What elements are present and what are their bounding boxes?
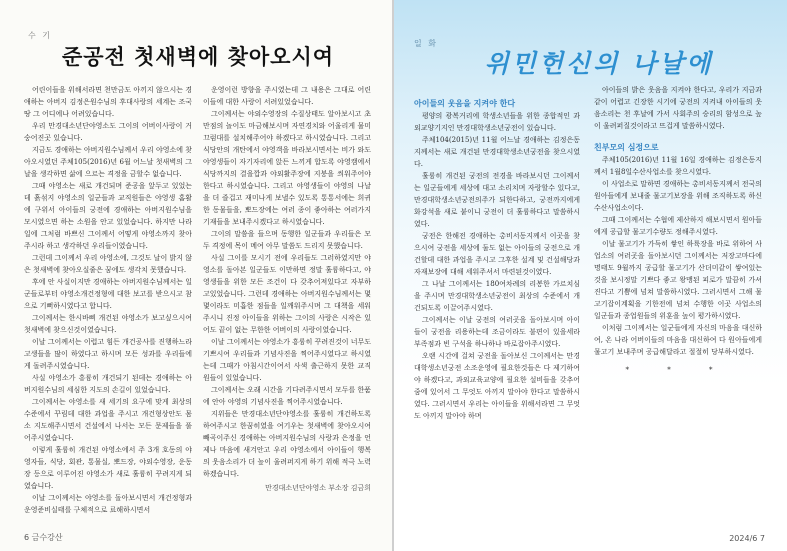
subheading: 아이들의 웃음을 지켜야 한다 [414, 99, 516, 108]
paragraph: 아이들의 밝은 웃음을 지켜야 한다고, 우리가 지금과 같이 어렵고 긴장한 시기에 궁전의 지켜내 아이들의 웃음소리는 천 후날에 가서 사회주의 승리의 함성으로 높이 울려퍼질것이라고 뜨겁게 말씀하시였다. [594, 86, 762, 130]
paragraph: 그이께서는 야영소를 새 세기의 요구에 맞게 최상의 수준에서 꾸림데 대한 과업을 주시고 개건형상안도 몸소 지도해주시면서 건설에서 나서는 모든 문제들을 풀어주시였습니다. [24, 398, 192, 442]
left-column-2 [203, 84, 371, 516]
page-footer: 2024/6 7 [729, 534, 765, 543]
paragraph: 평양의 광복거리에 학생소년들을 위한 종합적인 과외교양기지인 만경대학생소년궁전이 있습니다. [414, 112, 580, 132]
paragraph: 후에 안 사실이지만 경애하는 아버지원수님께서는 일군들로부터 야영소개건정형에 대한 보고를 받으시고 참으로 기뻐하시였다고 합니다. [24, 278, 192, 310]
paragraph: 훌륭히 개건된 궁전의 전경을 바라보시던 그이께서는 일군들에게 세상에 대고 소리치며 자랑할수 있다고, 만경대학생소년궁전의주가 되한다하고, 궁전까지에게 화강석을 새로 붙이니 궁전이 더 훌륭하다고 말씀하시였다. [414, 172, 580, 228]
paragraph: 그런데 그이께서 우리 야영소에, 그것도 날이 밝지 않은 첫새벽에 찾아오실줄은 꿈에도 생각치 못했습니다. [24, 254, 192, 274]
paragraph: 그이의 말씀을 들으며 동행한 일군들과 우리들은 모두 격정에 목이 메여 아무 말씀도 드리지 못했습니다. [203, 230, 371, 250]
paragraph: 이날 그이께서는 야영소가 흥륭히 꾸려진것이 너무도 기쁘시여 우리들과 기념사진을 찍어주시였다고 하시였는데 그때가 아침시간이여서 사색 출근하지 못한 교직원들이 있었습니다. [203, 338, 371, 382]
paragraph: 그때 그이께서는 수협에 제산하지 해보시면서 원아들에게 공급할 물고기수량도 정해주시였다. [594, 216, 762, 236]
article-title: 위민헌신의 나날에 [484, 49, 714, 78]
right-column-1 [414, 98, 580, 518]
left-column-1 [24, 84, 192, 516]
paragraph: 그이께서는 오래 시간을 기다려주시면서 모두를 한품에 안아 야영의 기념사진을 찍어주시였습니다. [203, 386, 371, 406]
paragraph: 지위들은 만경대소년단야영소를 훌륭히 개건하도록 하여주시고 한꿈히였을 여기우는 첫새벽에 찾아오시여 빼곡이주신 경애하는 아버지원수님의 사랑과 은정을 언제나 마음에 새겨안고 우리 야영소에서 아이들이 행복의 웃음소리가 더 높이 울려퍼지게 하기 위해 적극 노력하겠습니다. [203, 410, 371, 478]
paragraph: 그 나날 그이께서는 180여차례의 리봉한 가르치심을 주시며 만경대학생소년궁전이 최상의 수준에서 개건되도록 이끌어주시였다. [414, 280, 580, 312]
section-divider: * * * [625, 366, 731, 374]
section-kicker: 수 기 [28, 31, 52, 40]
paragraph: 주체104(2015)년 11월 어느날 경애하는 김정은동지께서는 새로 개건된 만경대학생소년궁전을 찾으시였다. [414, 136, 580, 168]
paragraph: 그때 야영소는 새로 개건되며 준공을 앞두고 있었는데 흙섞지 야영소의 일군들과 교직원들은 야영생 홈활에 구위서 아이들의 궁전에 경애하는 아버지원수님을 모시였으면 하는 소원을 안고 있었습니다. 하지만 나라일에 그처럼 바쁘신 그이께서 어떻게 야영소까지 찾아주시라 하고 생각하던 우리들이였습니다. [24, 182, 192, 250]
paragraph: 이처럼 그이께서는 일군들에게 자신의 마음을 대신하여, 온 나라 어버이들의 마음을 대신하여 다 원아들에게 물고기 보내주며 공급해달라고 절절히 당부하시였다. [594, 324, 762, 356]
left-page [0, 0, 392, 551]
paragraph: 궁전은 한해전 경애하는 총비서동지께서 이곳을 찾으시여 궁전을 세상에 둘도 없는 아이들의 궁전으로 개건할데 대한 과업을 주시고 그후한 설계 및 건설해당과 자재보장에 대해 세워주셔서 마련된것이였다. [414, 232, 580, 276]
right-page [394, 0, 787, 551]
page-footer: 6 금수강산 [24, 533, 63, 542]
article-title: 준공전 첫새벽에 찾아오시여 [61, 45, 335, 69]
paragraph: 운영이런 방향을 주시였는데 그 내용은 그대로 어린이들에 대한 사랑이 서려있었습니다. [203, 86, 371, 106]
paragraph: 우리 만경대소년단야영소도 그이의 어버이사랑이 거숭어진곳 있습니다. [24, 122, 192, 142]
paragraph: 그이께서는 야외수영장의 수질상태도 알아보시고 초만점의 놀이도 마금해보시며 자연경치와 어울리게 물미끄럼대를 설치해주어야 하겠다고 하시였습니다. 그리고 식당안의 개탄에서 야영객을 바라보시면서는 비가 와도 야영생들이 자기자리에 앉든 느끼게 합도록 야영캠에서 식당까지의 결을깝과 야외활주장에 지붕을 씌워주어야 한다고 하시였습니다. 그리고 야영생들이 야영의 나날을 더 즐겁고 재미나게 보낼수 있도록 통통서에는 희귀한 동물들을, 뽀드장에는 여러 종이 좋아하는 여러가지 기재들을 보내주시겠다고 하시였습니다. [203, 110, 371, 226]
paragraph: 이날 물고기가 가득히 쌓인 하륙장을 바로 위하여 사업소의 여러곳을 돌아보시던 그이께서는 저장고마다에 명태도 9월까지 공급할 물고기가 산더미같이 쌓여있는것을 보시정말 기쁘다 좋고 왕맹된 피로가 말끔히 가셔진다고 기쁨에 넘쳐 말씀하시였다. 그러시면서 그해 물고기잡이계획을 기한전에 넘쳐 수행한 이곳 사업소의 일군들과 종업원들의 위훈을 높이 평가하시였다. [594, 240, 762, 320]
right-column-2 [594, 84, 762, 518]
paragraph: 사실 그이를 모시기 전에 우리들도 그러하였지만 야영소를 돌아본 일군들도 이만하면 정말 훌륭하다고, 야영생들을 위한 모든 조건이 다 갖추어져있다고 자부하고있었습니다. 그런데 경애하는 아버지원수님께서는 몇몇이라도 미흡한 점들을 일깨워주시며 그 대책을 세워주시니 진정 아이들을 위하는 그이의 사랑은 시작은 있어도 끝이 없는 무한한 어버이의 사랑이였습니다. [203, 254, 371, 334]
paragraph: 오랜 시간에 걸쳐 궁전을 돌아보신 그이께서는 만경대학생소년궁전 소조운영에 필요한것들은 다 제기하여야 하겠다고, 과외교육교양에 필요한 설비들을 갖추어줌에 있어서 그 무엇도 아끼지 말아야 한다고 말씀하시였다. 그러시면서 우리는 아이들을 위해서라면 그 무엇도 아끼지 말아야 하며 [414, 352, 580, 420]
paragraph: 이렇게 훌륭히 개건된 야영소에서 주 3개 호동의 야영자들, 식당, 회관, 통물실, 뽀드장, 야외수영장, 운동장 등으로 이루어진 야영소가 새로 훌륭히 꾸려지게 되였습니다. [24, 446, 192, 490]
paragraph: 이날 그이께서는 야영소를 돌아보시면서 개건정형과 운영준비실태를 구체적으로 료해하시면서 [24, 494, 192, 514]
paragraph: 주체105(2016)년 11월 16일 경애하는 김정은동지께서 1월8일수산사업소를 찾으시였다. [594, 156, 762, 176]
subheading: 친부모의 심정으로 [594, 143, 659, 152]
paragraph: 지금도 경애하는 아버지원수님께서 우리 야영소에 찾아오시였던 주체105(2016)년 6월 어느날 첫새벽의 그날을 생각하면 삶에 으르는 격정을 금할수 없습니다. [24, 146, 192, 178]
paragraph: 이 사업소로 말하면 경애하는 총비서동지께서 전국의 원아들에게 보내줄 물고기보장을 위해 조직하도록 하신 수산사업소이다. [594, 180, 762, 212]
paragraph: 그이께서는 이날 궁전의 여러곳을 돌아보시며 아이들이 궁전을 리용하는데 조금이라도 불편이 있을세라 부족점과 빈 구석을 하나하나 바로잡아주시였다. [414, 316, 580, 348]
author-byline: 만경대소년단야영소 부소장 김금희 [265, 484, 371, 492]
paragraph: 이날 그이께서는 이렵고 힘든 개건공사를 진행하느라 고생들을 많이 하였다고 하시며 모든 성과를 우리들에게 돌려주시였습니다. [24, 338, 192, 370]
paragraph: 어린이들을 위해서라면 천만금도 아끼지 않으시는 경애하는 아버지 김정은원수님의 후대사랑의 세계는 조국땅 그 어디에나 어려있습니다. [24, 86, 192, 118]
paragraph: 사실 야영소가 흥륭히 개건되기 된데는 경애하는 아버지원수님의 세심한 지도의 손길이 있었습니다. [24, 374, 192, 394]
section-kicker: 일 화 [414, 39, 438, 48]
paragraph: 그이께서는 한시바삐 개건된 야영소가 보고싶으시여 첫새벽에 찾으신것이였습니다. [24, 314, 192, 334]
